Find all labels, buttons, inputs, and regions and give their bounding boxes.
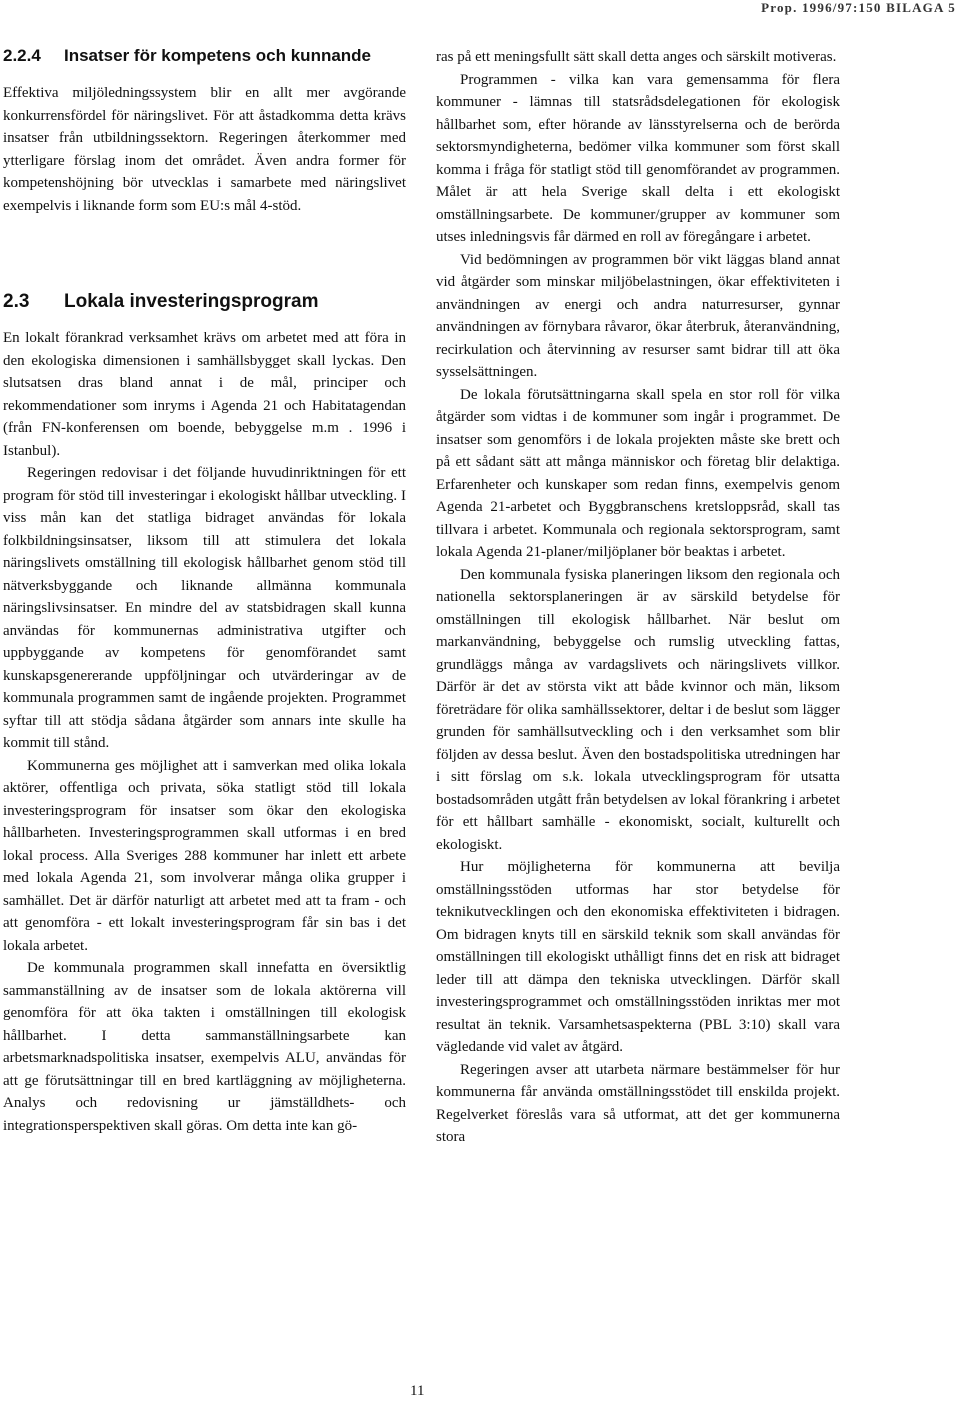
section-heading-2-3 [3, 289, 406, 315]
section-number: 2.2.4 [3, 46, 41, 65]
page-header: Prop. 1996/97:150 BILAGA 5 [761, 0, 956, 15]
paragraph: Den kommunala fysiska planeringen liksom den regionala och nationella sektorsplaneringen är av särskild betydelse för omställningen till ekologisk hållbarhet. När beslut om markanvändning, bebyggelse och rumslig utveckling fattas, grundläggs många av vardagslivets och näringslivets villkor. Därför är det av största vikt att både kvinnor och män, liksom företrädare för olika samhällssektorer, deltar i de beslut som lägger grunden för samhällsutveckling och i den verksamhet som blir följden av dessa beslut. Även den bostadspolitiska utredningen har i sitt förslag om s.k. lokala utvecklingsprogram för utsatta bostadsområden utgått från betydelsen av lokal förankring i arbetet för ett hållbart samhälle - ekonomiskt, socialt, kulturellt och ekologiskt. [436, 566, 840, 853]
page-number: 11 [410, 1383, 425, 1399]
paragraph: Vid bedömningen av programmen bör vikt läggas bland annat vid åtgärder som minskar miljöbelastningen, ökar effektiviteten i användningen av energi och andra naturresurser, gynnar användningen av förnybara råvaror, ökar återbruk, återanvändning, recirkulation och återvinning av resurser samt bidrar till att öka sysselsättningen. [436, 251, 840, 380]
paragraph: De kommunala programmen skall innefatta en översiktlig sammanställning av de insatser som de lokala aktörerna vill genomföra för att öka takten i omställningen till ekologisk hållbarhet. I detta sammanställningsarbete kan arbetsmarknadspolitiska insatser, exempelvis ALU, användas för att ge förutsättningar till en bred kartläggning av möjligheterna. Analys och redovisning ur jämställdhets- och integrationsperspektiven skall göras. Om detta inte kan gö- [3, 960, 406, 1134]
paragraph: Regeringen redovisar i det följande huvudinriktningen för ett program för stöd till investeringar i ekologiskt hållbar utveckling. I viss mån kan det statliga bidraget användas för lokala folkbildningsinsatser, liksom till att stimulera det lokala näringslivets omställning till ekologisk hållbarhet genom stöd till nätverksbyggande och liknande allmänna kommunala näringslivsinsatser. En mindre del av statsbidragen skall kunna användas för kommunernas administrativa utgifter och uppbyggande av kompetens för genomförandet samt kunskapsgenererande uppföljningar och utvärderingar av de kommunala programmen samt de ingående projekten. Programmet syftar till att stödja sådana åtgärder som annars inte skulle ha kommit till stånd. [3, 465, 406, 751]
section-number: 2.3 [3, 291, 30, 312]
left-column [3, 44, 406, 1137]
paragraph: Effektiva miljöledningssystem blir en allt mer avgörande konkurrensfördel för näringslivet. För att åstadkomma detta krävs insatser från utbildningssektorn. Regeringen återkommer med ytterligare förslag inom det området. Även andra former för kompetenshöjning bör utvecklas i samarbete med näringslivet exempelvis i liknande form som EU:s mål 4-stöd. [3, 85, 406, 214]
paragraph: Kommunerna ges möjlighet att i samverkan med olika lokala aktörer, offentliga och privata, söka statligt stöd till lokala investeringsprogram för insatser som ökar den ekologiska hållbarheten. Investeringsprogrammen skall utformas i en bred lokal process. Alla Sveriges 288 kommuner har inlett ett arbete med lokala Agenda 21, som involverar många olika grupper i samhället. Det är därför naturligt att arbetet med att ta fram - och att genomföra - ett lokalt investeringsprogram får sin bas i det lokala arbetet. [3, 757, 406, 954]
paragraph: En lokalt förankrad verksamhet krävs om arbetet med att föra in den ekologiska dimensionen i samhällsbygget skall lyckas. Den slutsatsen dras bland annat i de mål, principer och rekommendationer som inryms i Agenda 21 och Habitatagendan (från FN-konferensen om boende, bebyggelse m.m . 1996 i Istanbul). [3, 330, 406, 459]
paragraph: De lokala förutsättningarna skall spela en stor roll för vilka åtgärder som vidtas i de kommuner som ingår i programmet. De insatser som genomförs i de lokala projekten måste ske brett och på ett sådant sätt att många människor och företag blir delaktiga. Erfarenheter och kunskaper som redan finns, exempelvis genom Agenda 21-arbetet och Byggbranschens kretsloppsråd, skall tas tillvara i arbetet. Kommunala och regionala sektorsprogram, samt lokala Agenda 21-planer/miljöplaner bör beaktas i arbetet. [436, 386, 840, 560]
paragraph: Regeringen avser att utarbeta närmare bestämmelser för hur kommunerna får använda omställningsstödet till enskilda projekt. Regelverket föreslås vara så utformat, att det ger kommunerna stora [436, 1061, 840, 1145]
paragraph: ras på ett meningsfullt sätt skall detta anges och särskilt motiveras. [436, 49, 837, 65]
right-column [436, 46, 840, 1149]
paragraph: Hur möjligheterna för kommunerna att bevilja omställningsstöden utformas har stor betydelse för teknikutvecklingen och den ekonomiska effektiviteten i bidragen. Om bidragen knyts till en särskild teknik som skall användas för omställningen till ekologiskt uthålligt finns det en risk att bidraget leder till att dämpa den tekniska utvecklingen. Därför skall investeringsprogrammet och omställningsstöden inriktas mer mot resultat än teknik. Varsamhetsaspekterna (PBL 3:10) skall vara vägledande vid valet av åtgärd. [436, 859, 840, 1055]
paragraph: Programmen - vilka kan vara gemensamma för flera kommuner - lämnas till statsrådsdelegationen för ekologisk hållbarhet som, efter hörande av länsstyrelserna och de berörda sektorsmyndigheterna, bedömer vilka kommuner som först skall komma i fråga för statligt stöd till genomförandet av programmen. Målet är att hela Sverige skall delta i ett ekologiskt omställningsarbete. De kommuner/grupper av kommuner som utses inledningsvis får därmed en roll av föregångare i arbetet. [436, 71, 840, 245]
section-title: Lokala investeringsprogram [64, 291, 319, 312]
section-heading-2-2-4 [3, 44, 406, 68]
section-title: Insatser för kompetens och kunnande [64, 46, 372, 65]
